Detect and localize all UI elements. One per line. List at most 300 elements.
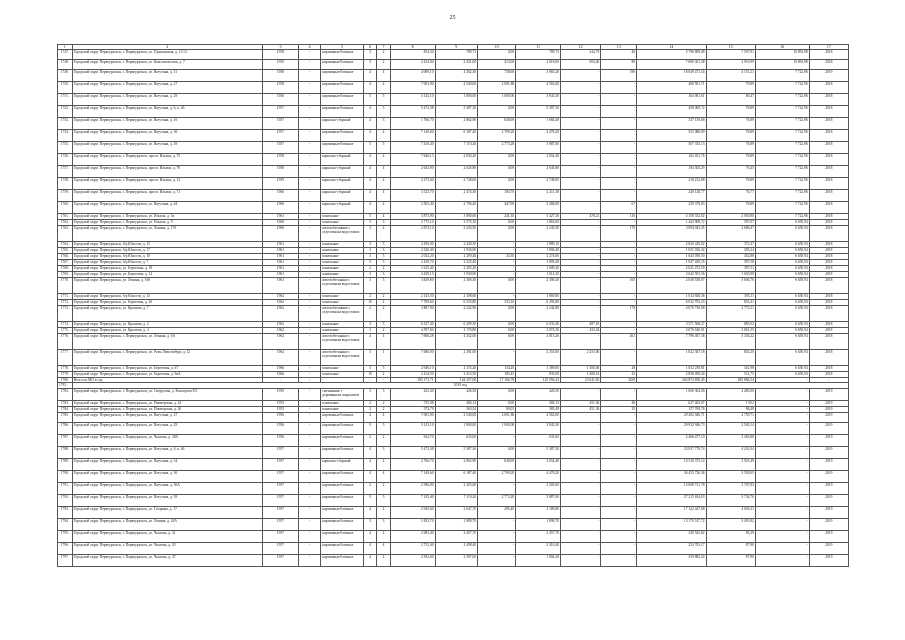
table-cell: 3 371 568,27 (637, 322, 706, 328)
table-cell: 3 707,83 (706, 482, 755, 494)
table-cell: - (298, 278, 320, 294)
table-cell: 2 (363, 400, 376, 406)
table-cell: 10 893,98 (755, 50, 809, 60)
table-cell: - (298, 306, 320, 322)
table-cell: - (755, 378, 809, 383)
table-cell: - (560, 334, 600, 350)
table-row (58, 506, 849, 518)
table-cell: панельные (321, 214, 364, 220)
row-number-cell: 1779. (58, 372, 73, 378)
table-cell: каркасно-сборный (321, 202, 364, 214)
table-cell: 1958 (263, 50, 299, 60)
table-cell: 2 (377, 266, 390, 272)
row-number-cell: 1760. (58, 202, 73, 214)
table-cell: - (601, 106, 637, 118)
table-cell: - (560, 518, 600, 530)
table-cell: панельные (321, 322, 364, 328)
table-cell: 413,00 (478, 60, 516, 70)
table-cell: 2 457,70 (516, 530, 561, 542)
table-cell: 3 268,00 (516, 202, 561, 214)
table-row (58, 94, 849, 106)
table-cell: 1957 (263, 506, 299, 518)
table-cell: 0,00 (478, 388, 516, 400)
table-cell: каркасно-сборный (321, 118, 364, 130)
table-cell: - (560, 154, 600, 166)
table-cell: - (298, 242, 320, 248)
table-cell: 3 (363, 322, 376, 328)
table-cell: кирпичные/блочные (321, 94, 364, 106)
table-cell: 5 387,30 (516, 106, 561, 118)
table-cell: 3 243,50 (435, 226, 478, 242)
table-cell: 2 540,14 (706, 422, 755, 434)
table-cell: 1 643 058,50 (637, 254, 706, 260)
table-row (58, 458, 849, 470)
table-cell: 7 606,28 (390, 334, 435, 350)
table-cell: 1957 (263, 130, 299, 142)
table-cell: 0,00 (478, 334, 516, 350)
table-cell: - (298, 70, 320, 82)
table-cell: - (560, 242, 600, 248)
table-cell: панельные (321, 242, 364, 248)
table-cell: 88,48 (706, 406, 755, 412)
register-table-container (57, 44, 849, 567)
table-cell: панельные (321, 220, 364, 226)
table-cell: 4 (363, 542, 376, 554)
table-cell: - (560, 306, 600, 322)
table-cell: 284,13 (435, 400, 478, 406)
table-row (58, 388, 849, 400)
table-cell: - (601, 130, 637, 142)
address-cell: Городской округ Первоуральск, г. Первоуральск, ул. Свердлова, д. Комсоргов 8/3 (72, 388, 262, 400)
table-cell: 1 052 258,81 (637, 366, 706, 372)
table-cell: 1957 (263, 446, 299, 458)
table-cell: 1956 (263, 422, 299, 434)
table-row (58, 554, 849, 566)
table-cell: - (560, 294, 600, 300)
table-cell: панельные (321, 254, 364, 260)
table-cell: 3 890,60 (435, 214, 478, 220)
table-cell: 1 889,10 (516, 242, 561, 248)
table-cell: 4 (377, 202, 390, 214)
table-cell: 4 332,00 (435, 334, 478, 350)
table-cell: - (755, 494, 809, 506)
table-cell: 4 (363, 458, 376, 470)
address-cell: Городской округ Первоуральск, б/р Юности, д. 13 (72, 294, 262, 300)
table-cell: 2 440,30 (435, 242, 478, 248)
table-cell: 4 (377, 130, 390, 142)
table-cell: 178 (601, 306, 637, 322)
address-cell: Городской округ Первоуральск, г. Первоуральск, ул. Ватутина, д. 39 (72, 142, 262, 154)
table-cell: 1 000,00 (478, 422, 516, 434)
address-cell: Городской округ Первоуральск, г. Первоуральск, ул. Ильича, д. 9 (72, 220, 262, 226)
table-cell: - (298, 334, 320, 350)
table-cell: 3 (377, 518, 390, 530)
table-cell: - (478, 518, 516, 530)
address-cell: Городской округ Первоуральск, г. Первоуральск, просп. Ильича, д. 71 (72, 190, 262, 202)
table-cell: - (601, 190, 637, 202)
table-cell: 7 003,90 (390, 82, 435, 94)
row-number-cell: 1771. (58, 294, 73, 300)
table-cell: - (560, 554, 600, 566)
row-number-cell: 1796. (58, 542, 73, 554)
table-cell: 3 (377, 254, 390, 260)
table-cell: 397,51 (706, 266, 755, 272)
table-cell: - (601, 82, 637, 94)
table-cell: 185 173,71 (390, 378, 435, 383)
row-number-cell: 1764. (58, 242, 73, 248)
table-cell: - (298, 294, 320, 300)
address-cell: Городской округ Первоуральск, б/р Юности, д. 7 (72, 260, 262, 266)
table-cell: 23 927 779,74 (637, 446, 706, 458)
table-cell: 79,89 (706, 82, 755, 94)
table-cell: 1957 (263, 470, 299, 482)
address-cell: Городской округ Первоуральск, г. Первоуральск, ул. Ленина, д. 6А (72, 334, 262, 350)
row-number-cell: 1783. (58, 400, 73, 406)
table-cell: 633,00 (435, 434, 478, 446)
address-cell: Городской округ Первоуральск, ул. Ленина, д. 16б (72, 278, 262, 294)
table-cell: 2 143,50 (390, 294, 435, 300)
table-cell: 165 (601, 278, 637, 294)
table-cell: 2 796,40 (435, 202, 478, 214)
column-number-cell: 4 (298, 45, 320, 50)
table-cell: 1 804,40 (516, 248, 561, 254)
table-cell: 1962 (263, 322, 299, 328)
table-cell: - (298, 272, 320, 278)
address-cell: Городской округ Первоуральск, г. Первоуральск, ул. Ленина, д. 17б (72, 226, 262, 242)
table-cell: 7 722,96 (755, 70, 809, 82)
table-cell: 2 498,40 (435, 542, 478, 554)
column-number-cell: 1 (58, 45, 73, 50)
table-row (58, 542, 849, 554)
table-cell: 2 032,20 (390, 254, 435, 260)
table-cell: - (298, 328, 320, 334)
table-cell: 567 335,13 (637, 142, 706, 154)
table-row (58, 278, 849, 294)
table-cell: 344,79 (560, 50, 600, 60)
address-cell: Городской округ Первоуральск, г. Первоуральск, ул. Ватутина, д. 16 (72, 118, 262, 130)
table-cell: 2 434,00 (390, 60, 435, 70)
table-cell: 0,00 (478, 106, 516, 118)
table-cell: 2018 (809, 248, 848, 254)
table-cell: 2 021 472,59 (637, 266, 706, 272)
table-cell: 6 650,94 (755, 366, 809, 372)
table-cell: 3 189,80 (516, 506, 561, 518)
table-cell: 43,30 (478, 254, 516, 260)
table-cell: - (755, 446, 809, 458)
table-cell: 3 336,22 (706, 334, 755, 350)
table-row (58, 530, 849, 542)
row-number-cell: 1790. (58, 470, 73, 482)
table-cell: 3 (377, 248, 390, 254)
table-cell: 6 650,94 (755, 272, 809, 278)
table-cell: 17 160,78 (478, 378, 516, 383)
table-cell: 7 680,00 (390, 350, 435, 366)
table-cell: - (755, 422, 809, 434)
table-row (58, 412, 849, 422)
table-cell: 1 930,00 (435, 272, 478, 278)
table-cell: 3 (377, 220, 390, 226)
table-cell: - (601, 422, 637, 434)
table-cell: 1958 (263, 70, 299, 82)
table-cell: 6 650,94 (755, 350, 809, 366)
table-cell: 80 (601, 60, 637, 70)
table-cell: 2018 (809, 214, 848, 220)
table-cell: 1958 (263, 82, 299, 94)
table-cell: 2 306,30 (435, 278, 478, 294)
table-cell: - (601, 154, 637, 166)
table-cell: 125 956,23 (516, 378, 561, 383)
table-cell: 7 110,20 (435, 494, 478, 506)
table-cell: кирпичные/блочные (321, 494, 364, 506)
table-cell: 1961 (263, 266, 299, 272)
table-cell: 4 439,13 (390, 272, 435, 278)
table-cell: 1966 (263, 372, 299, 378)
table-cell: 5 887,00 (516, 142, 561, 154)
table-cell: 239 379,03 (637, 202, 706, 214)
table-cell: 3 654,40 (516, 458, 561, 470)
table-cell: 1 947 429,35 (637, 260, 706, 266)
table-cell: 1957 (263, 518, 299, 530)
table-cell: 3 (363, 220, 376, 226)
table-cell: 7 003,90 (390, 412, 435, 422)
row-number-cell: 1763. (58, 226, 73, 242)
table-cell: 2 540,00 (435, 412, 478, 422)
table-cell: 1960 (263, 226, 299, 242)
address-cell: Городской округ Первоуральск, г. Первоуральск, ул. Береговая, д. 67 (72, 366, 262, 372)
table-cell: - (298, 542, 320, 554)
table-cell: 5 (363, 422, 376, 434)
table-cell: 2 910,99 (706, 60, 755, 70)
table-cell: 1 614,20 (516, 272, 561, 278)
table-cell: 3 243,50 (516, 226, 561, 242)
table-cell: - (298, 248, 320, 254)
table-cell: 1 822 367,18 (637, 350, 706, 366)
address-cell: Городской округ Первоуральск, б/р Юности, д. 15 (72, 242, 262, 248)
table-cell: - (560, 142, 600, 154)
table-cell: 3 874,50 (516, 328, 561, 334)
table-cell: 5 (377, 422, 390, 434)
table-cell: 2018 (809, 350, 848, 366)
table-cell: - (755, 400, 809, 406)
column-number-cell: 12 (560, 45, 600, 50)
table-cell: - (298, 154, 320, 166)
table-cell: 4 (377, 70, 390, 82)
table-cell: 840,00 (478, 458, 516, 470)
table-cell: - (560, 202, 600, 214)
table-cell: 1 609,20 (516, 266, 561, 272)
table-cell: 2018 (809, 82, 848, 94)
table-cell: 835,00 (516, 372, 561, 378)
column-number-cell: 7 (377, 45, 390, 50)
table-cell: - (601, 328, 637, 334)
row-number-cell: 1768. (58, 266, 73, 272)
table-cell: 2 596,80 (390, 482, 435, 494)
table-cell: 2 050,80 (706, 214, 755, 220)
table-cell: 2019 (809, 406, 848, 412)
table-cell: 4 (363, 554, 376, 566)
table-cell: 76,89 (706, 142, 755, 154)
table-cell: 1953 (263, 406, 299, 412)
table-cell: 1962 (263, 300, 299, 306)
row-number-cell: 1785. (58, 412, 73, 422)
table-row (58, 518, 849, 530)
table-cell: 2 431,00 (435, 60, 478, 70)
table-cell: 1957 (263, 554, 299, 566)
table-cell: 2018 (809, 178, 848, 190)
table-row (58, 494, 849, 506)
table-cell: - (601, 494, 637, 506)
table-cell: 3 (363, 366, 376, 372)
table-cell: 7 145,40 (390, 494, 435, 506)
table-cell: 904,40 (560, 60, 600, 70)
table-cell: 2018 (809, 242, 848, 248)
table-cell: 3 (377, 278, 390, 294)
table-cell: 13 170 517,72 (637, 518, 706, 530)
table-cell: 337 139,68 (637, 118, 706, 130)
table-cell: 3250 (601, 378, 637, 383)
table-cell: - (601, 248, 637, 254)
table-row (58, 166, 849, 178)
table-cell: 2018 (809, 266, 848, 272)
table-cell: 1 833,70 (390, 518, 435, 530)
table-cell: 6 650,94 (755, 248, 809, 254)
table-cell: - (298, 388, 320, 400)
table-row (58, 60, 849, 70)
table-cell: 2 945,60 (390, 506, 435, 518)
table-cell: - (298, 166, 320, 178)
table-cell: 1 895,40 (516, 260, 561, 266)
table-cell: 1957 (263, 482, 299, 494)
table-cell: 194 303,29 (637, 166, 706, 178)
table-cell: 232 703,17 (637, 542, 706, 554)
table-cell: 2 645,80 (435, 166, 478, 178)
table-cell: 2 242,90 (435, 306, 478, 322)
table-cell: - (298, 266, 320, 272)
address-cell: Городской округ Первоуральск, г. Первоуральск, ул. Пионерская, д. 24 (72, 400, 262, 406)
table-cell: 5 387,30 (516, 446, 561, 458)
table-cell: 7 722,96 (755, 118, 809, 130)
table-cell: 1962 (263, 294, 299, 300)
table-cell: 85,29 (706, 530, 755, 542)
table-cell: 2 225,40 (435, 260, 478, 266)
table-cell: 40 (601, 50, 637, 60)
table-cell: 23 041,65 (560, 378, 600, 383)
row-number-cell: 1777. (58, 350, 73, 366)
table-cell: 4 (363, 190, 376, 202)
table-cell: 2 645,80 (516, 166, 561, 178)
table-cell: 6 187,40 (435, 470, 478, 482)
table-cell: 5 (363, 214, 376, 220)
table-cell: 2 018,00 (516, 60, 561, 70)
table-cell: 1961 (263, 248, 299, 254)
table-cell: 2 (363, 266, 376, 272)
table-cell: - (601, 554, 637, 566)
table-cell: 478,21 (560, 214, 600, 220)
table-cell: 426,50 (516, 388, 561, 400)
table-cell: 1957 (263, 118, 299, 130)
table-cell: 2 748,00 (435, 178, 478, 190)
table-cell: 2 836 058,44 (637, 372, 706, 378)
table-cell: 7 646,13 (390, 154, 435, 166)
table-cell: - (298, 82, 320, 94)
table-cell: 3 (363, 248, 376, 254)
table-cell: - (298, 350, 320, 366)
table-cell: 6 650,94 (755, 334, 809, 350)
table-cell: 2 281,00 (435, 350, 478, 366)
table-row (58, 350, 849, 366)
table-cell: - (755, 388, 809, 400)
table-cell: - (478, 294, 516, 300)
table-cell: 3 427,30 (516, 214, 561, 220)
row-number-cell: 1770. (58, 278, 73, 294)
table-cell: 4 (363, 334, 376, 350)
table-cell: 6 650,94 (755, 278, 809, 294)
table-cell: 735,98 (390, 400, 435, 406)
table-row (58, 190, 849, 202)
register-table (57, 44, 849, 567)
table-cell: кирпичные/блочные (321, 446, 364, 458)
table-cell: - (601, 300, 637, 306)
table-cell: 5 (377, 494, 390, 506)
table-cell: 134,20 (478, 366, 516, 372)
column-number-cell: 17 (809, 45, 848, 50)
table-cell: 7 149,60 (390, 130, 435, 142)
table-cell: 373,79 (390, 406, 435, 412)
table-cell: - (298, 178, 320, 190)
column-number-cell: 15 (706, 45, 755, 50)
table-cell: кирпичные/блочные (321, 530, 364, 542)
table-cell: кирпичные/блочные (321, 542, 364, 554)
table-cell: 76,89 (706, 154, 755, 166)
table-cell: 1 936,00 (435, 248, 478, 254)
table-cell: 76,77 (706, 190, 755, 202)
table-cell: 144 357,08 (435, 378, 478, 383)
table-cell: - (560, 266, 600, 272)
table-cell: 2 205,60 (435, 482, 478, 494)
table-cell: 2018 (809, 202, 848, 214)
table-cell: 110 (601, 214, 637, 220)
table-cell: 1961 (263, 278, 299, 294)
address-cell: Городской округ Первоуральск, б/р Юности, д. 18 (72, 254, 262, 260)
table-cell: 1956 (263, 434, 299, 446)
table-cell: - (478, 242, 516, 248)
table-cell: 2018 (809, 260, 848, 266)
table-cell: - (755, 458, 809, 470)
address-cell: Городской округ Первоуральск, г. Первоуральск, ул. Пушкинская, д. 11/13 (72, 50, 262, 60)
table-cell: 249 543,82 (637, 530, 706, 542)
table-cell: 184,70 (478, 190, 516, 202)
table-cell: 7 410,40 (390, 142, 435, 154)
table-cell: 2019 (809, 400, 848, 406)
table-cell: 2 108,60 (435, 294, 478, 300)
table-cell: - (601, 266, 637, 272)
address-cell: Городской округ Первоуральск, г. Первоуральск, просп. Ильича, д. 79 (72, 166, 262, 178)
table-cell: 1 060 304,06 (637, 388, 706, 400)
table-cell: 76,89 (706, 202, 755, 214)
table-cell: 4 (377, 82, 390, 94)
table-cell: 2018 (809, 294, 848, 300)
table-cell: 0,00 (478, 306, 516, 322)
table-cell: 3 (363, 260, 376, 266)
table-cell: - (478, 350, 516, 366)
table-cell: 2 (377, 294, 390, 300)
table-cell: 6 533,80 (435, 300, 478, 306)
table-cell: - (298, 130, 320, 142)
row-number-cell: 1750. (58, 82, 73, 94)
table-cell: - (601, 434, 637, 446)
table-cell: 2 174,20 (435, 366, 478, 372)
table-cell: 2 575,10 (435, 220, 478, 226)
